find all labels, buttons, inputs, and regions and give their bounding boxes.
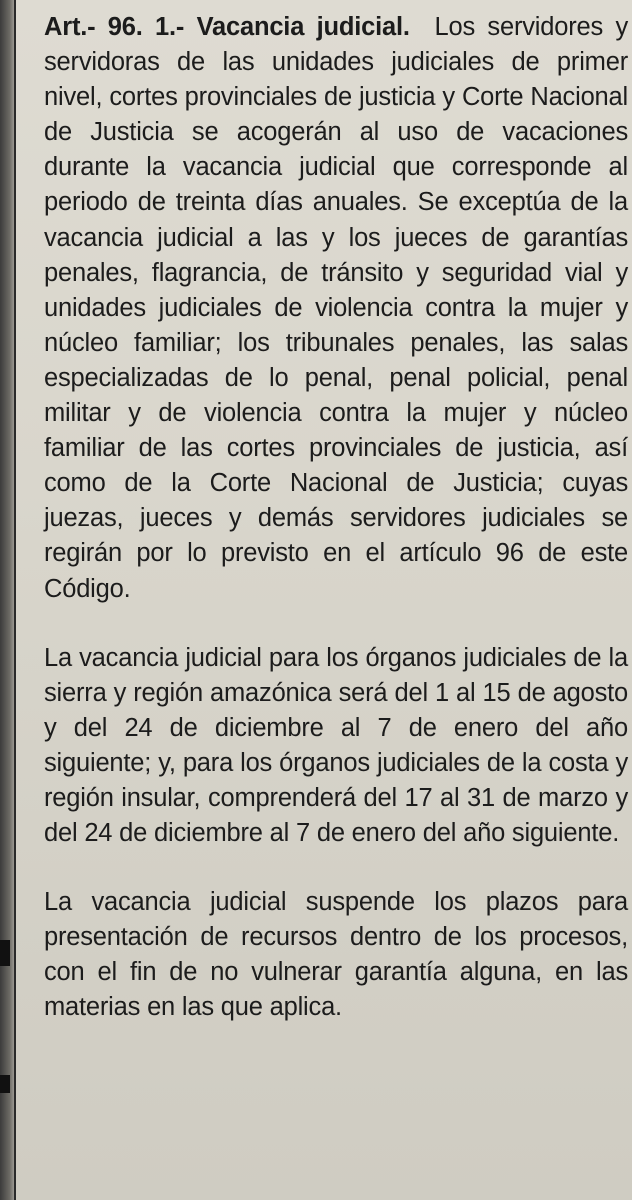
article-96-text xyxy=(44,10,628,1026)
left-binding-strip xyxy=(0,0,14,1200)
paragraph-3: La vacancia judicial suspende los plazos para presentación de recursos dentro de los procesos, con el fin de no vulnerar garantía alguna, en las materias en las que aplica. xyxy=(44,888,628,1022)
document-page xyxy=(14,0,632,1200)
paragraph-1 xyxy=(44,10,628,607)
paragraph-1-text: Los servidores y servidoras de las unidades judiciales de primer nivel, cortes provinciales de justicia y Corte Nacional de Justicia se acogerán al uso de vacaciones durante la vacancia judicial que corresponde al periodo de treinta días anuales. Se exceptúa de la vacancia judicial a las y los jueces de garantías penales, flagrancia, de tránsito y seguridad vial y unidades judiciales de violencia contra la mujer y núcleo familiar; los tribunales penales, las salas especializadas de lo penal, penal policial, penal militar y de violencia contra la mujer y núcleo familiar de las cortes provinciales de justicia, así como de la Corte Nacional de Justicia; cuyas juezas, jueces y demás servidores judiciales se regirán por lo previsto en el artículo 96 de este Código. xyxy=(44,13,628,603)
article-heading: Art.- 96. 1.- Vacancia judicial. xyxy=(44,13,435,41)
margin-mark xyxy=(0,1075,10,1093)
paragraph-2: La vacancia judicial para los órganos judiciales de la sierra y región amazónica será del 1 al 15 de agosto y del 24 de diciembre al 7 de enero del año siguiente; y, para los órganos judiciales de la costa y región insular, comprenderá del 17 al 31 de marzo y del 24 de diciembre al 7 de enero del año siguiente. xyxy=(44,643,628,848)
margin-mark xyxy=(0,940,10,966)
